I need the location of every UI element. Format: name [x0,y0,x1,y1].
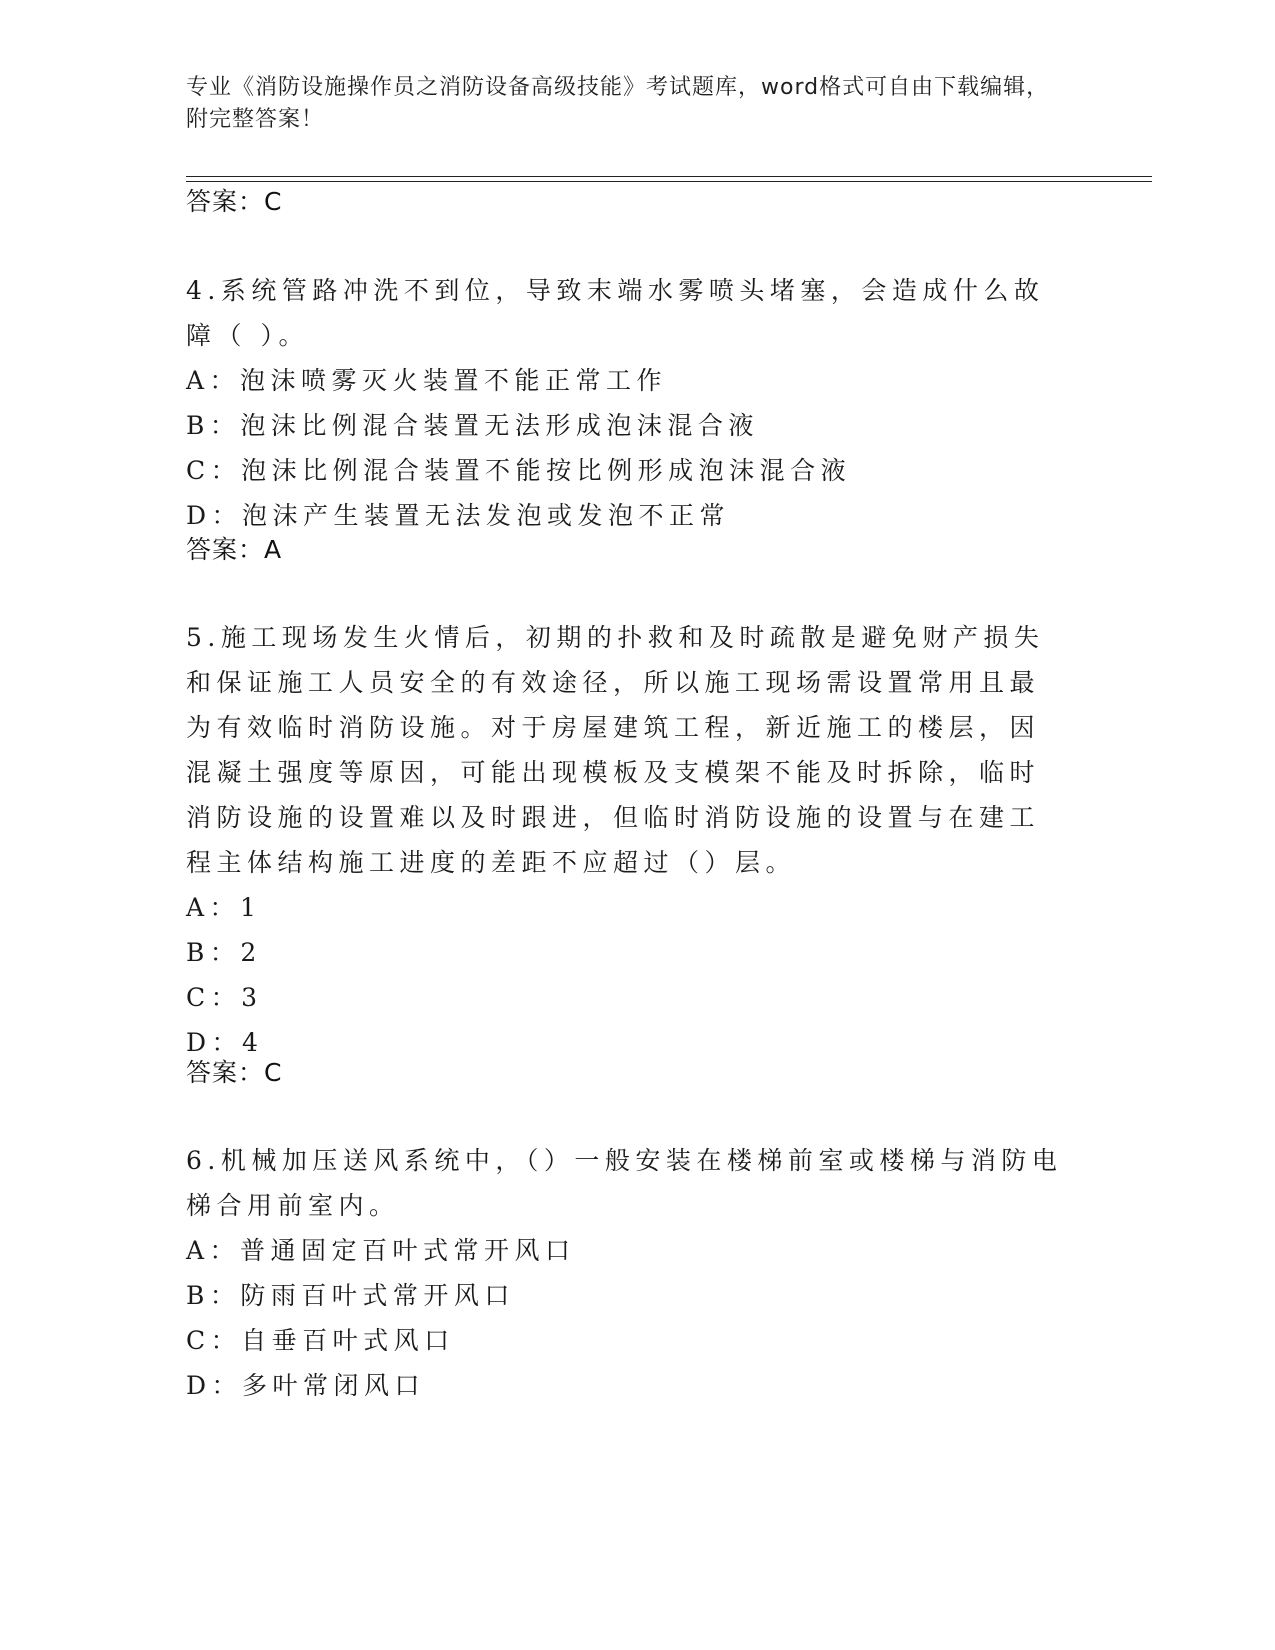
question-text: 5.施工现场发生火情后，初期的扑救和及时疏散是避免财产损失和保证施工人员安全的有效途径，所以施工现场需设置常用且最为有效临时消防设施。对于房屋建筑工程，新近施工的楼层，因混凝土强度等原因，可能出现模板及支模架不能及时拆除，临时消防设施的设置难以及时跟进，但临时消防设施的设置与在建工程主体结构施工进度的差距不应超过（）层。 [186,623,1045,877]
header-rule-bottom [186,181,1152,182]
question-6 [186,1138,1066,1408]
option-c: C：3 [186,983,263,1012]
option-b: B：防雨百叶式常开风口 [186,1281,515,1310]
header-rule-top [186,176,1152,177]
option-b: B：泡沫比例混合装置无法形成泡沫混合液 [186,411,759,440]
question-text: 4.系统管路冲洗不到位，导致末端水雾喷头堵塞，会造成什么故障（ ）。 [186,276,1045,350]
option-c: C：自垂百叶式风口 [186,1326,455,1355]
option-b: B：2 [186,938,262,967]
answer-previous: 答案：C [186,187,283,216]
option-a: A：泡沫喷雾灭火装置不能正常工作 [186,366,668,395]
question-5 [186,615,1066,1065]
page-header: 专业《消防设施操作员之消防设备高级技能》考试题库，word格式可自由下载编辑，附完整答案！ [186,75,1050,132]
option-d: D：4 [186,1028,264,1057]
answer-q5: 答案：C [186,1058,283,1087]
answer-q4: 答案：A [186,535,283,564]
option-d: D：多叶常闭风口 [186,1371,426,1400]
question-text: 6.机械加压送风系统中，（）一般安装在楼梯前室或楼梯与消防电梯合用前室内。 [186,1146,1063,1220]
option-c: C：泡沫比例混合装置不能按比例形成泡沫混合液 [186,456,852,485]
option-a: A：1 [186,893,262,922]
option-d: D：泡沫产生装置无法发泡或发泡不正常 [186,501,731,530]
question-4 [186,268,1066,538]
option-a: A：普通固定百叶式常开风口 [186,1236,576,1265]
